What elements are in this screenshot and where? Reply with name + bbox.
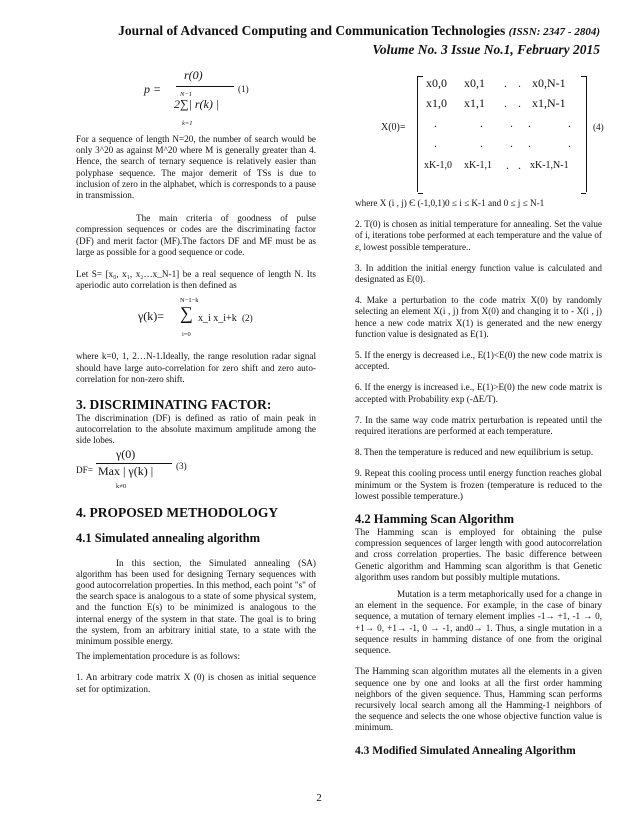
matrix-dots-row: .: [528, 136, 531, 150]
matrix-number: (4): [593, 122, 604, 132]
paragraph: 3. In addition the initial energy function value is calculated and designated as E(0).: [355, 262, 602, 285]
matrix-cell: x0,0: [426, 76, 447, 90]
matrix-cell: .: [518, 76, 521, 90]
matrix-cell: .: [504, 96, 507, 110]
page-number: 2: [316, 792, 322, 804]
matrix-cell: .: [504, 76, 507, 90]
matrix-cell: x1,N-1: [532, 96, 566, 110]
journal-header: [118, 22, 600, 58]
journal-title-line: [118, 22, 600, 41]
section-heading-3: 3. DISCRIMINATING FACTOR:: [76, 397, 272, 413]
paragraph: 9. Repeat this cooling process until energy function reaches global minimum or the System is frozen (temperature is reduced to the lowest possible temperature.): [355, 468, 602, 501]
sigma-symbol: ∑: [180, 303, 193, 324]
eq1-upper-limit: N−1: [180, 91, 192, 98]
paragraph: 2. T(0) is chosen as initial temperature for annealing. Set the value of i, iterations tobe performed at each temperature and the value of ε, lowest possible temperature..: [355, 219, 602, 252]
eq2-number: (2): [242, 313, 253, 324]
eq1-fraction-bar: [176, 86, 234, 87]
eq2-lower-limit: i=0: [182, 331, 191, 339]
matrix-cell: xK-1,0: [424, 160, 453, 171]
matrix-cell: .: [518, 158, 521, 172]
matrix-cell: xK-1,1: [464, 160, 493, 171]
paragraph: 5. If the energy is decreased i.e., E(1)<E(0) the new code matrix is accepted.: [355, 350, 602, 372]
equation-3: [76, 447, 316, 495]
eq1-numerator: r(0): [184, 68, 203, 82]
paragraph: The main criteria of goodness of pulse compression sequences or codes are the discriminating factor (DF) and merit factor (MF).The factors DF and MF must be as large as possible for a good sequence or code.: [76, 213, 316, 257]
matrix-dots-row: .: [480, 136, 483, 150]
matrix-cell: .: [506, 158, 509, 172]
paragraph: where k=0, 1, 2…N-1.Ideally, the range resolution radar signal should have large auto-correlation for zero shift and zero auto-correlation for non-zero shift.: [76, 351, 316, 384]
paragraph: 4. Make a perturbation to the code matrix X(0) by randomly selecting an element X(i , j) from X(0) and changing it to - X(i , j) hence a new code matrix X(1) is generated and the new energy function value is designated as E(1).: [355, 295, 602, 339]
paragraph: Let S= [x₀, x₁, x₂…x_N-1] be a real sequence of length N. Its aperiodic auto correlation is then defined as: [76, 269, 316, 291]
paragraph: where X (i , j) Є (-1,0,1)0 ≤ i ≤ K-1 and 0 ≤ j ≤ N-1: [355, 198, 545, 208]
matrix-dots-row: .: [480, 116, 483, 130]
equation-2: [76, 291, 316, 351]
eq3-number: (3): [176, 460, 187, 471]
equation-1: [76, 68, 316, 134]
code-matrix: [355, 74, 602, 196]
paragraph: Mutation is a term metaphorically used for a change in an element in the sequence. For example, in the case of binary sequence, a mutation of ternary element implies -1→ +1, -1 → 0, +1→ 0, +1→ -1, 0 → -1, and0→ 1. Thus, a single mutation in a sequence results in hamming distance of one from the original sequence.: [355, 589, 602, 656]
eq2-upper-limit: N−1−k: [180, 297, 199, 305]
matrix-dots-row: .: [568, 136, 571, 150]
paragraph: The implementation procedure is as follows:: [76, 651, 241, 662]
eq3-denominator: Max | γ(k) |: [98, 463, 154, 478]
matrix-lhs: X(0)=: [381, 122, 406, 133]
paragraph: The Hamming scan algorithm mutates all the elements in a given sequence one by one and looks at all the first order hamming neighbors of the given sequence. Thus, Hamming scan performs recursively local search among all the Hamming-1 neighbors of the sequence and selects the one whose objective function value is minimum.: [355, 666, 602, 733]
matrix-cell: x0,1: [464, 76, 485, 90]
eq3-subscript: k≠0: [116, 482, 127, 490]
paragraph: 7. In the same way code matrix perturbation is repeated until the required iterations are performed at each temperature.: [355, 414, 602, 437]
paragraph: 6. If the energy is increased i.e., E(1)>E(0) the new code matrix is accepted with Probability exp (-ΔE/T).: [355, 382, 602, 404]
eq3-lhs: DF=: [76, 464, 93, 475]
eq1-number: (1): [238, 84, 249, 94]
eq1-lhs: p =: [144, 82, 162, 96]
matrix-dots-row: .: [568, 116, 571, 130]
matrix-dots-row: .: [510, 116, 513, 130]
matrix-dots-row: .: [510, 136, 513, 150]
eq2-lhs: γ(k)=: [138, 309, 165, 324]
matrix-cell: xK-1,N-1: [530, 160, 569, 171]
eq1-lower-limit: k=1: [182, 120, 193, 127]
section-heading-4-1: 4.1 Simulated annealing algorithm: [76, 530, 261, 545]
matrix-dots-row: .: [434, 136, 437, 150]
matrix-dots-row: .: [434, 116, 437, 130]
eq1-denominator: 2∑| r(k) |: [174, 97, 220, 111]
matrix-cell: x1,0: [426, 96, 447, 110]
section-heading-4-3: 4.3 Modified Simulated Annealing Algorithm: [355, 744, 576, 757]
journal-volume: Volume No. 3 Issue No.1, February 2015: [372, 42, 600, 57]
paragraph: 1. An arbitrary code matrix X (0) is chosen as initial sequence set for optimization.: [76, 672, 316, 694]
eq2-body: x_i x_i+k: [198, 313, 237, 325]
paragraph: The Hamming scan is employed for obtaining the pulse compression sequences of larger length with good autocorrelation and cross correlation properties. The basic difference between Genetic algorithm and Hamming scan algorithm is that Genetic algorithm uses random but possibly multiple mutations.: [355, 527, 602, 582]
matrix-cell: x0,N-1: [532, 76, 566, 90]
matrix-cell: .: [518, 96, 521, 110]
journal-issn: (ISSN: 2347 - 2804): [508, 26, 600, 38]
paragraph: 8. Then the temperature is reduced and new equilibrium is setup.: [355, 447, 594, 458]
matrix-dots-row: .: [528, 116, 531, 130]
left-column: [76, 68, 316, 695]
journal-title: Journal of Advanced Computing and Communication Technologies: [118, 23, 506, 38]
eq3-numerator: γ(0): [116, 446, 136, 461]
paragraph: The discrimination (DF) is defined as ratio of main peak in autocorrelation to the absolute maximum amplitude among the side lobes.: [76, 413, 316, 446]
section-heading-4-2: 4.2 Hamming Scan Algorithm: [355, 512, 515, 527]
paragraph: In this section, the Simulated annealing (SA) algorithm has been used for designing Ternary sequences with good autocorrelation properties. In this method, each point "s" of the search space is analogous to a state of some physical system, and the function E(s) to be minimized is analogous to the internal energy of the system in that state. The goal is to bring the system, from an arbitrary initial state, to a state with the minimum possible energy.: [76, 557, 316, 647]
section-heading-4: 4. PROPOSED METHODOLOGY: [76, 504, 279, 520]
paragraph: For a sequence of length N=20, the number of search would be only 3^20 as against M^20 where M is generally greater than 4. Hence, the search of ternary sequence is relatively easier than polyphase sequence. The major demerit of TSs is due to inclusion of zero in the alphabet, which is corresponds to a pause in transmission.: [76, 134, 316, 201]
matrix-cell: x1,1: [464, 96, 485, 110]
right-column: [355, 74, 602, 759]
matrix-brackets: [417, 76, 587, 192]
